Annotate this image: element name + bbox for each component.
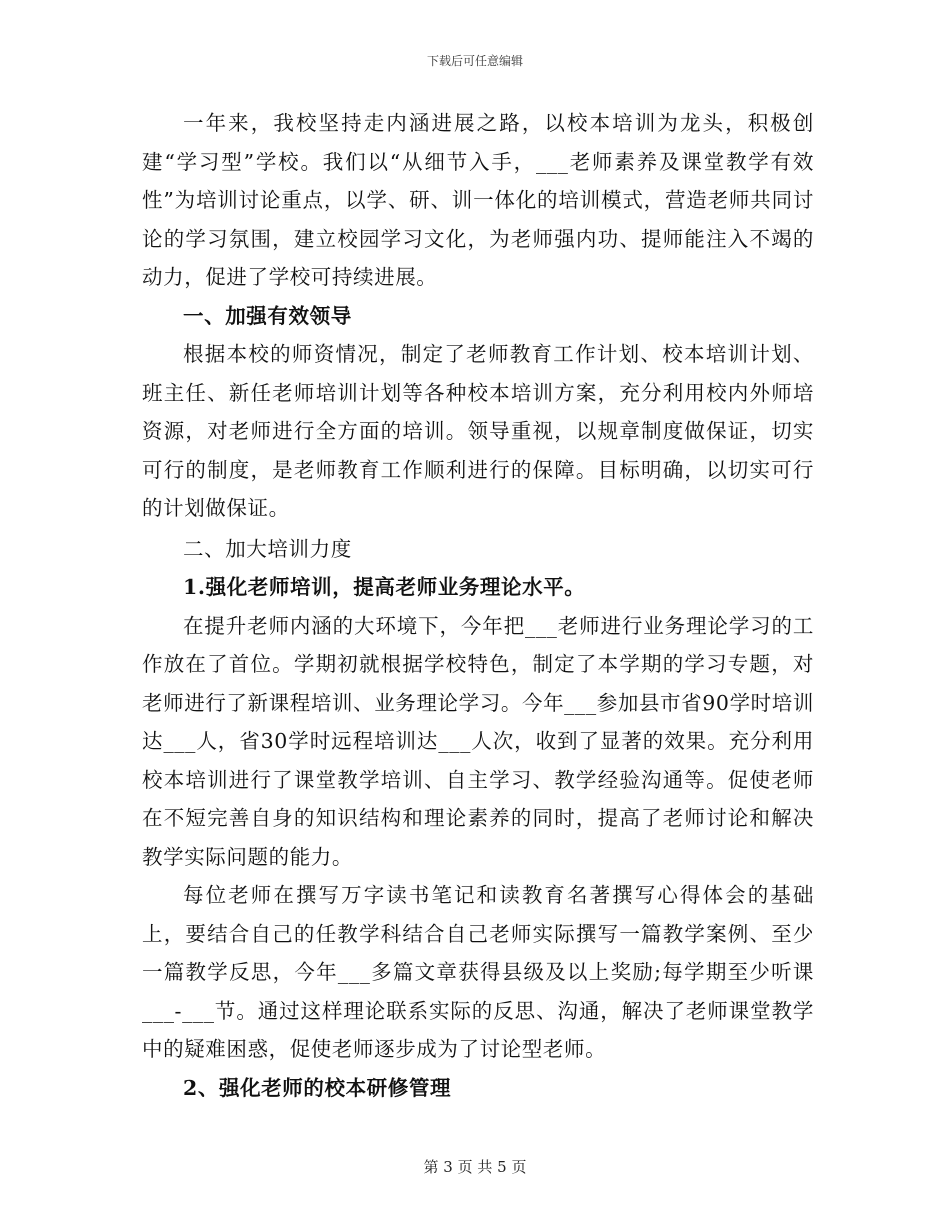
section-heading-leadership: 一、加强有效领导 <box>183 303 352 328</box>
page-number-footer: 第 3 页 共 5 页 <box>423 1158 527 1176</box>
page-header: 下载后可任意编辑 <box>426 54 523 68</box>
document-body <box>142 104 814 1107</box>
paragraph-leadership: 根据本校的师资情况，制定了老师教育工作计划、校本培训计划、班主任、新任老师培训计划等各种校本培训方案，充分利用校内外师培资源，对老师进行全方面的培训。领导重视，以规章制度做保证，切实可行的制度，是老师教育工作顺利进行的保障。目标明确，以切实可行的计划做保证。 <box>142 342 814 520</box>
paragraph-writing: 每位老师在撰写万字读书笔记和读教育名著撰写心得体会的基础上，要结合自己的任教学科结合自己老师实际撰写一篇教学案例、至少一篇教学反思，今年___多篇文章获得县级及以上奖励;每学期至少听课___-___节。通过这样理论联系实际的反思、沟通，解决了老师课堂教学中的疑难困惑，促使老师逐步成为了讨论型老师。 <box>142 883 814 1061</box>
subheading-theory: 1.强化老师培训，提高老师业务理论水平。 <box>183 575 586 599</box>
paragraph-intro: 一年来，我校坚持走内涵进展之路，以校本培训为龙头，积极创建“学习型”学校。我们以“从细节入手，___老师素养及课堂教学有效性”为培训讨论重点，以学、研、训一体化的培训模式，营造老师共同讨论的学习氛围，建立校园学习文化，为老师强内功、提师能注入不竭的动力，促进了学校可持续进展。 <box>142 111 814 289</box>
paragraph-theory: 在提升老师内涵的大环境下，今年把___老师进行业务理论学习的工作放在了首位。学期初就根据学校特色，制定了本学期的学习专题，对老师进行了新课程培训、业务理论学习。今年___参加县市省90学时培训达___人，省30学时远程培训达___人次，收到了显著的效果。充分利用校本培训进行了课堂教学培训、自主学习、教学经验沟通等。促使老师在不短完善自身的知识结构和理论素养的同时，提高了老师讨论和解决教学实际问题的能力。 <box>142 613 814 869</box>
section-heading-training: 二、加大培训力度 <box>183 536 352 561</box>
subheading-research: 2、强化老师的校本研修管理 <box>183 1075 452 1100</box>
